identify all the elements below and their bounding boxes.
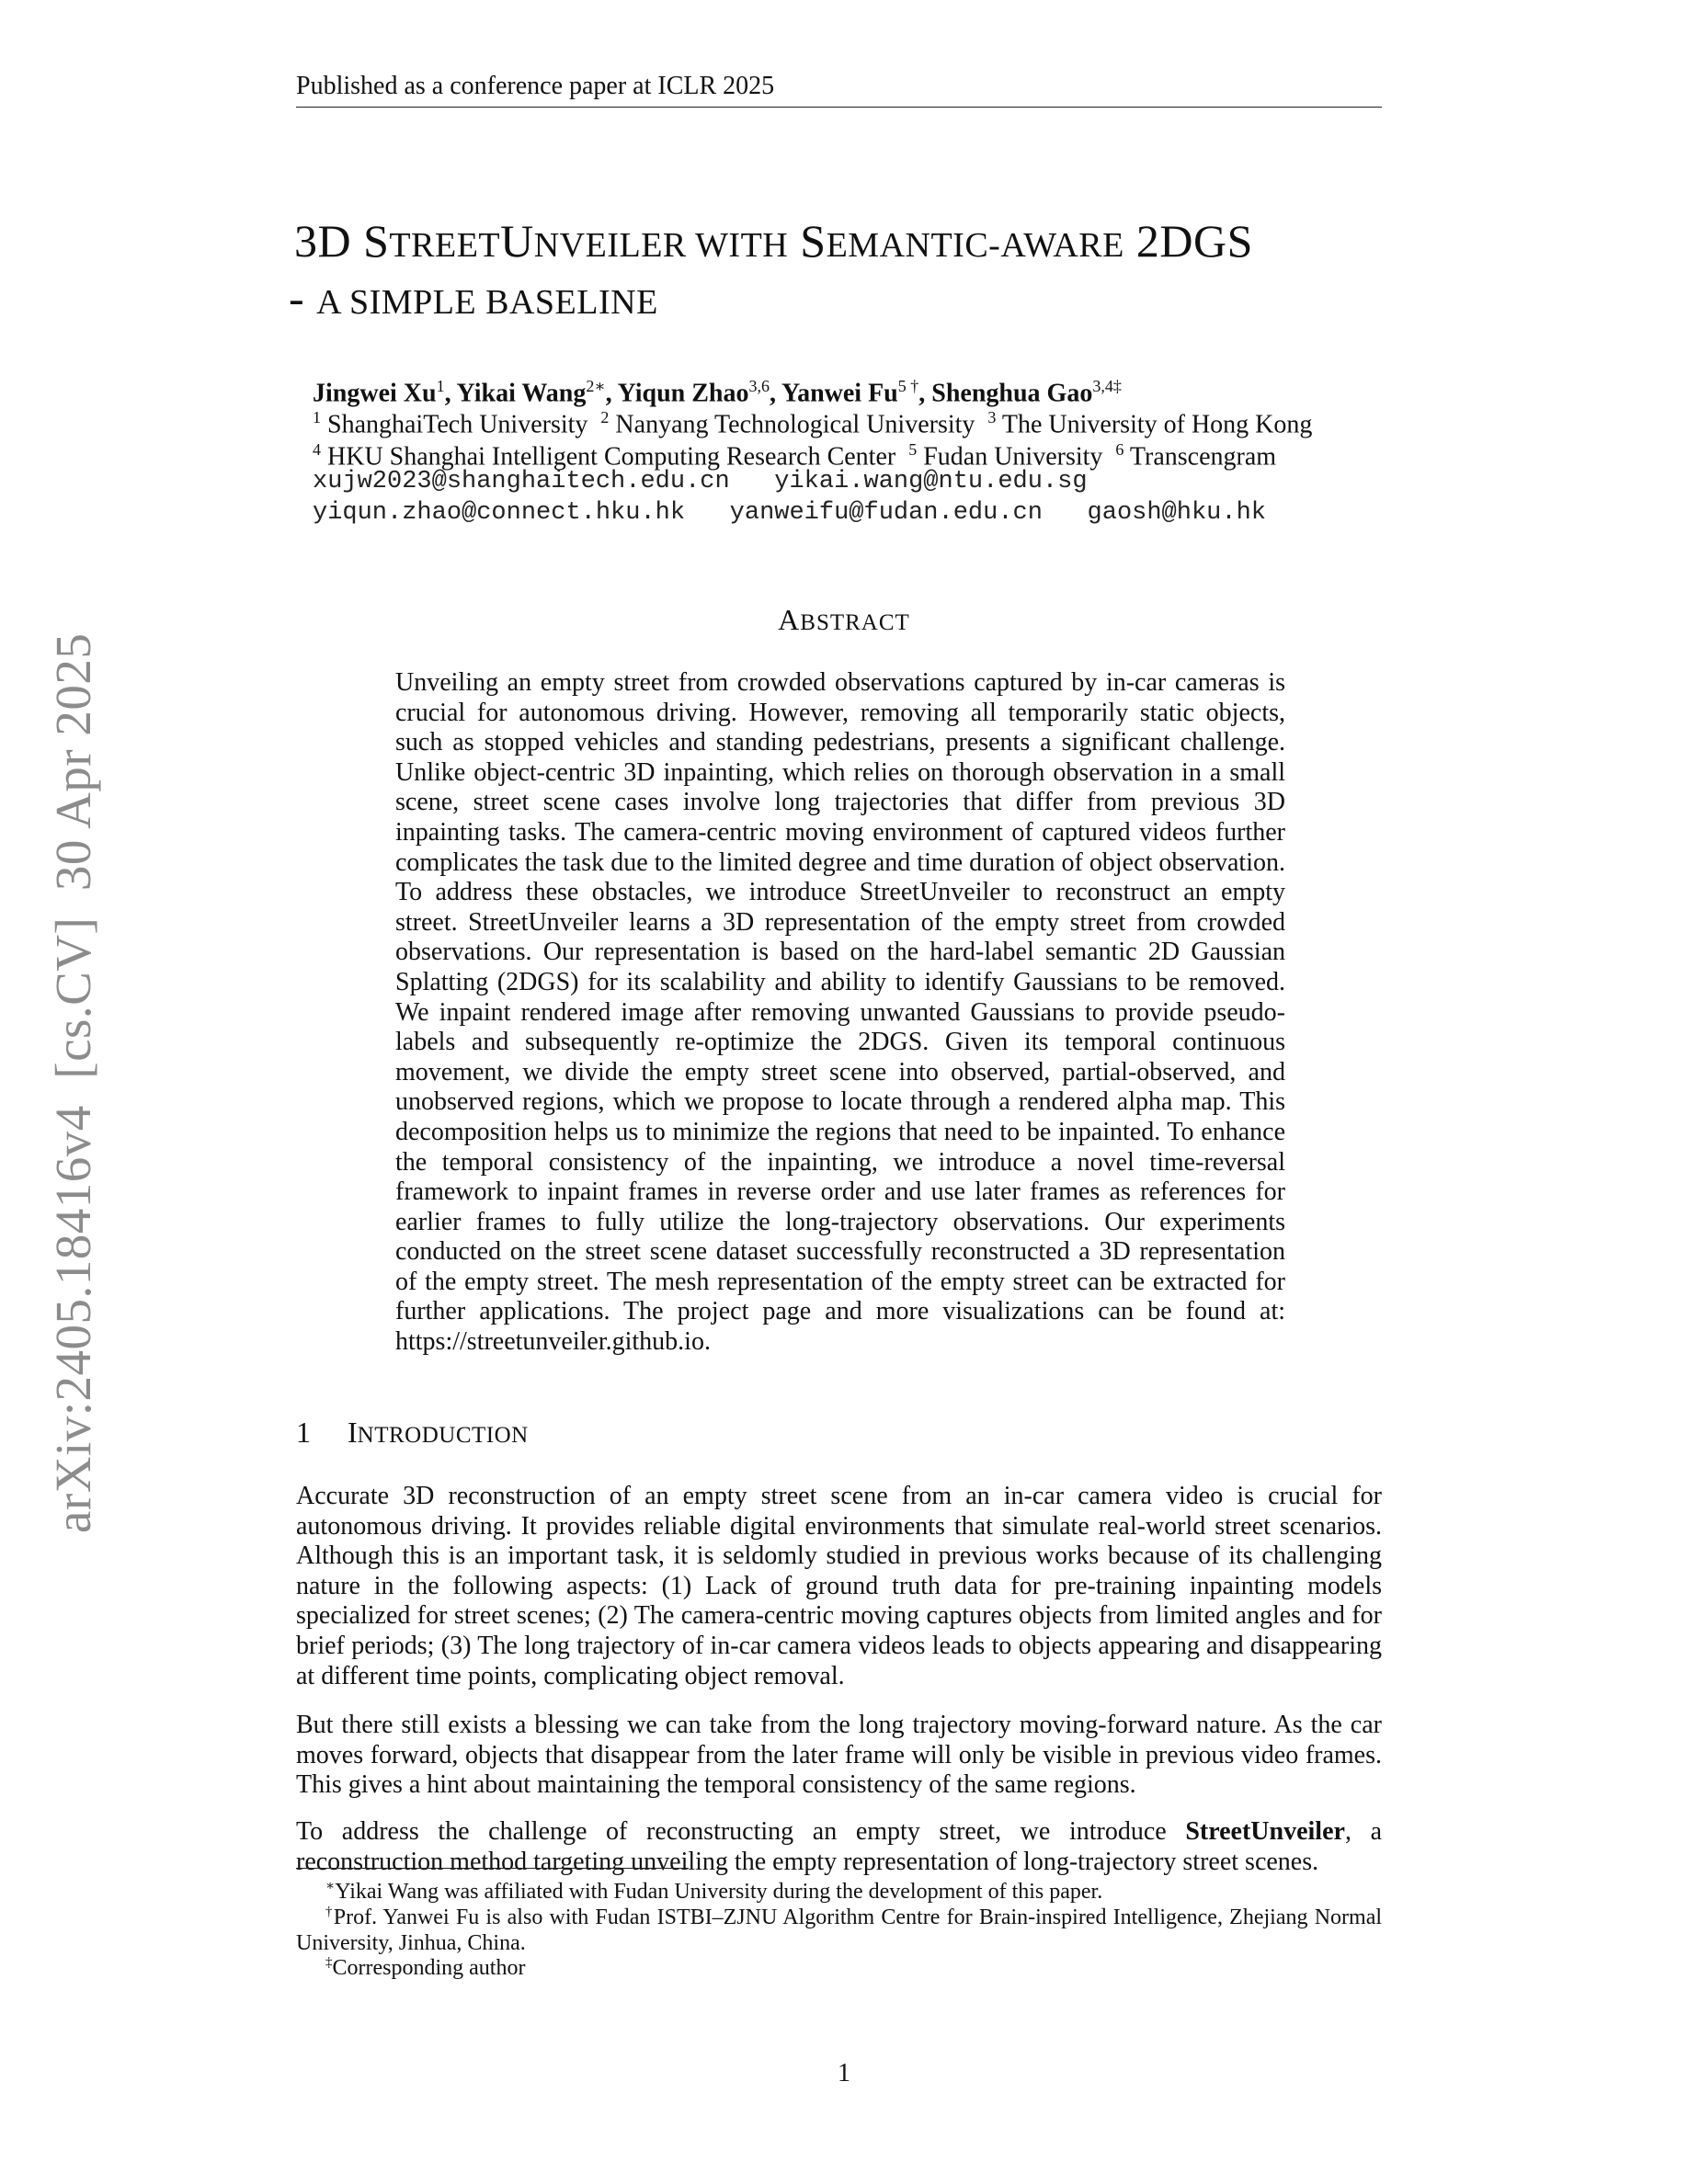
intro-paragraph-2: But there still exists a blessing we can take from the long trajectory moving-forward nature. As the car moves forward, objects that disappear from the later frame will only be visible in previous video frames. This gives a hint about maintaining the temporal consistency of the same regions. xyxy=(296,1711,1382,1800)
intro-paragraph-1: Accurate 3D reconstruction of an empty street scene from an in-car camera video is crucial for autonomous driving. It provides reliable digital environments that simulate real-world street scenarios. Although this is an important task, it is seldomly studied in previous works because of its challenging nature in the following aspects: (1) Lack of ground truth data for pre-training inpainting models specialized for street scenes; (2) The camera-centric moving captures objects from limited angles and for brief periods; (3) The long trajectory of in-car camera videos leads to objects appearing and disappearing at different time points, complicating object removal. xyxy=(296,1482,1382,1690)
method-name: StreetUnveiler xyxy=(1185,1817,1345,1846)
page-number: 1 xyxy=(838,2059,850,2087)
intro-paragraph-3: To address the challenge of reconstructing an empty street, we introduce StreetUnveiler, a reconstruction method targeting unveiling the empty representation of long-trajectory street scenes. xyxy=(296,1817,1382,1876)
arxiv-side-stamp: arXiv:2405.18416v4 [cs.CV] 30 Apr 2025 xyxy=(45,632,101,1533)
footnote-1: ∗Yikai Wang was affiliated with Fudan University during the development of this paper. xyxy=(325,1879,1103,1904)
author-emails-line-1: xujw2023@shanghaitech.edu.cn yikai.wang@ntu.edu.sg xyxy=(313,468,1088,495)
section-number: 1 xyxy=(296,1416,311,1449)
header-rule xyxy=(296,107,1382,108)
section-heading-introduction: 1 INTRODUCTION xyxy=(296,1416,529,1449)
affiliations-line-2: $^4$ HKU Shanghai Intelligent Computing Research Center $^5$ Fudan University $^6$ Transcengram xyxy=(313,440,1277,472)
affiliations-line-1: $^1$ ShanghaiTech University $^2$ Nanyang Technological University $^3$ The University of Hong Kong xyxy=(313,408,1313,439)
footnote-3: ‡Corresponding author xyxy=(325,1955,526,1980)
running-header: Published as a conference paper at ICLR 2025 xyxy=(296,72,775,100)
paper-title-line-2: - A SIMPLE BASELINE xyxy=(289,272,658,324)
abstract-heading: ABSTRACT xyxy=(778,603,910,636)
author-list: Jingwei Xu$^1$, Yikai Wang$^{2∗}$, Yiqun Zhao$^{3,6}$, Yanwei $Fu^{5 \dagger}$, Shenghua Gao$^{3,4\ddagger}$ xyxy=(313,377,1122,408)
footnote-2: †Prof. Yanwei Fu is also with Fudan ISTBI–ZJNU Algorithm Centre for Brain-inspired Intelligence, Zhejiang Normal University, Jinhua, China. xyxy=(296,1905,1383,1955)
paper-title-line-1: 3D STREETUNVEILER WITH SEMANTIC-AWARE 2DGS xyxy=(294,215,1253,267)
author-emails-line-2: yiqun.zhao@connect.hku.hk yanweifu@fudan.edu.cn gaosh@hku.hk xyxy=(313,499,1266,527)
footnote-rule xyxy=(296,1868,689,1869)
abstract-body: Unveiling an empty street from crowded observations captured by in-car cameras is crucial for autonomous driving. However, removing all temporarily static objects, such as stopped vehicles and standing pedestrians, presents a significant challenge. Unlike object-centric 3D inpainting, which relies on thorough observation in a small scene, street scene cases involve long trajectories that differ from previous 3D inpainting tasks. The camera-centric moving environment of captured videos further complicates the task due to the limited degree and time duration of object observation. To address these obstacles, we introduce StreetUnveiler to reconstruct an empty street. StreetUnveiler learns a 3D representation of the empty street from crowded observations. Our representation is based on the hard-label semantic 2D Gaussian Splatting (2DGS) for its scalability and ability to identify Gaussians to be removed. We inpaint rendered image after removing unwanted Gaussians to provide pseudo-labels and subsequently re-optimize the 2DGS. Given its temporal continuous movement, we divide the empty street scene into observed, partial-observed, and unobserved regions, which we propose to locate through a rendered alpha map. This decomposition helps us to minimize the regions that need to be inpainted. To enhance the temporal consistency of the inpainting, we introduce a novel time-reversal framework to inpaint frames in reverse order and use later frames as references for earlier frames to fully utilize the long-trajectory observations. Our experiments conducted on the street scene dataset successfully reconstructed a 3D representation of the empty street. The mesh representation of the empty street can be extracted for further applications. The project page and more visualizations can be found at: https://streetunveiler.github.io. xyxy=(395,668,1285,1357)
